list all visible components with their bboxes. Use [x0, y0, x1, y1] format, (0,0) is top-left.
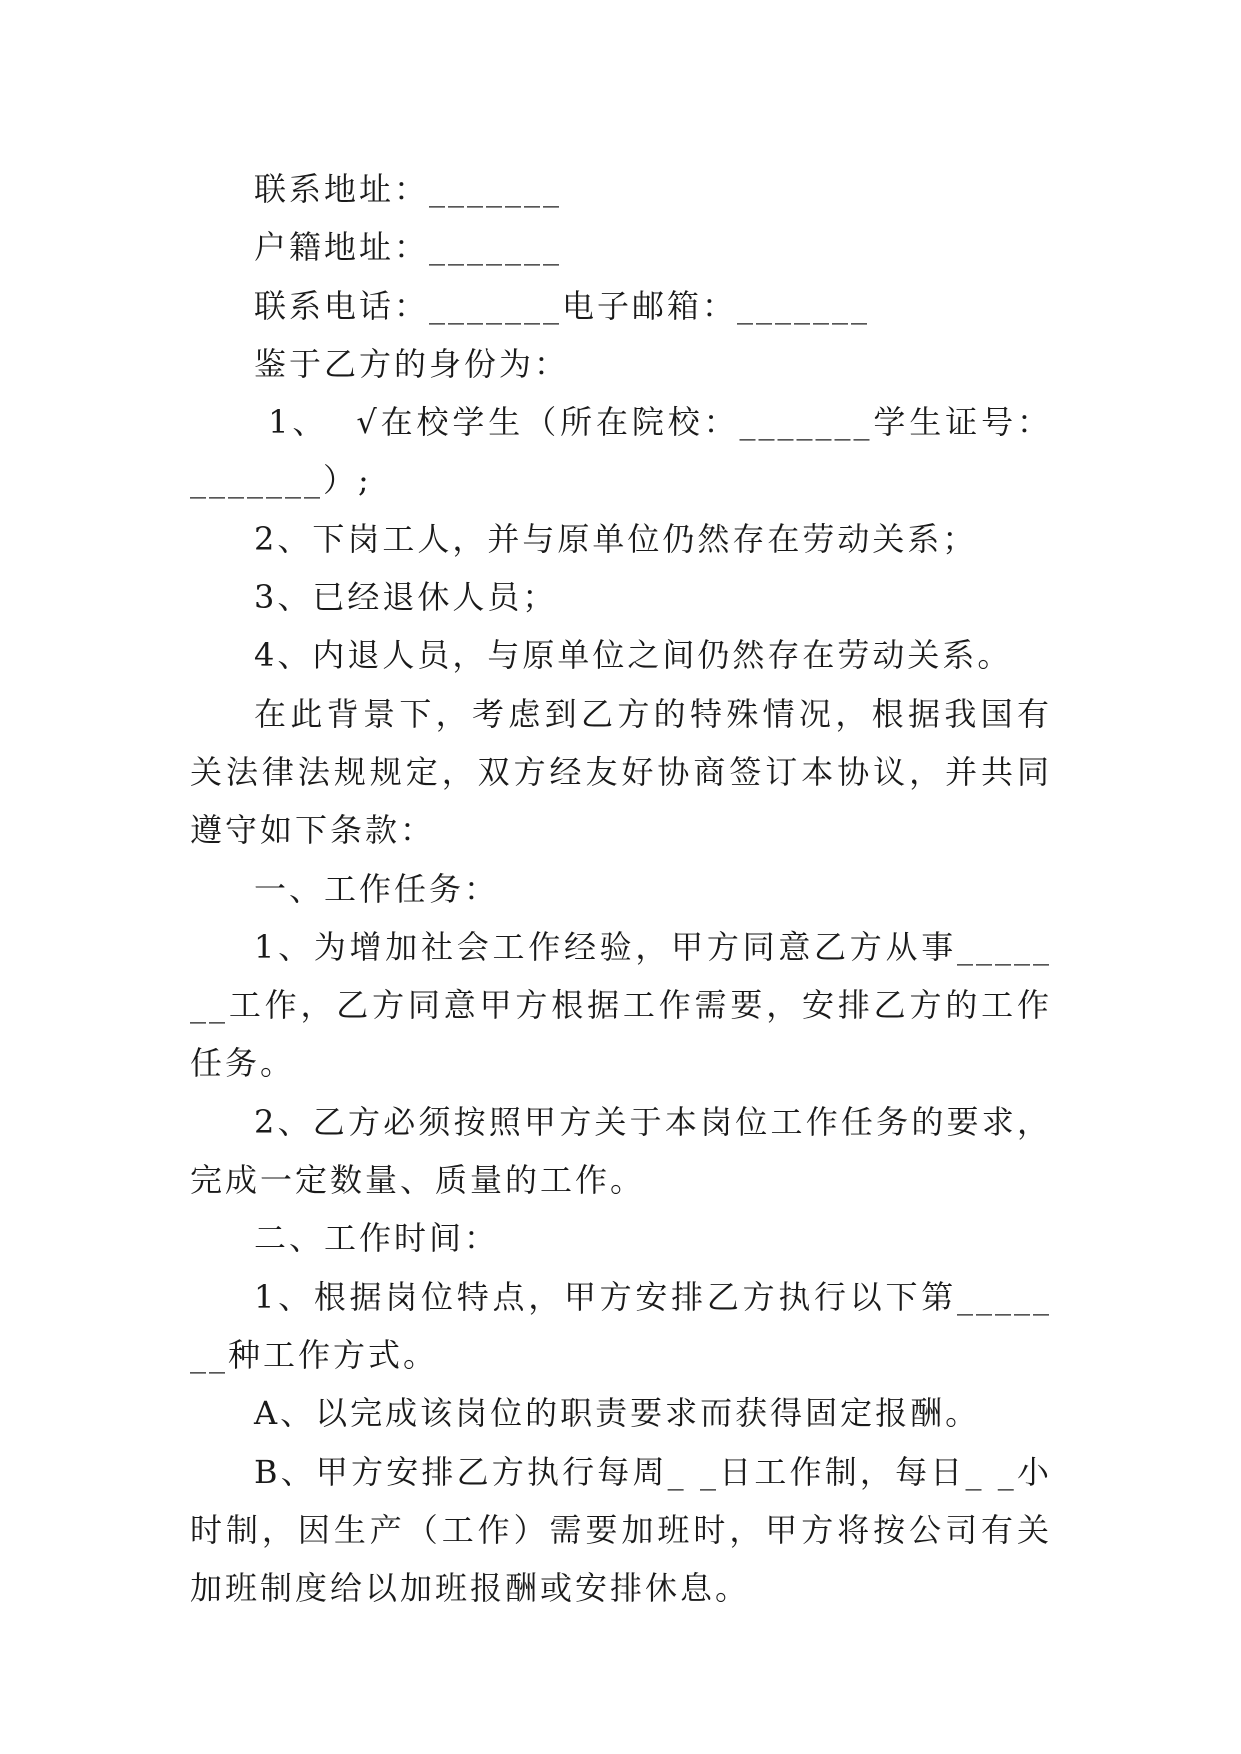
task-clause-1: 1、为增加社会工作经验，甲方同意乙方从事_______工作，乙方同意甲方根据工作需要，安排乙方的工作任务。	[190, 927, 1052, 1083]
hours-clause-1: 1、根据岗位特点，甲方安排乙方执行以下第_______种工作方式。	[190, 1277, 1052, 1374]
identity-option-internal-retired: 4、内退人员，与原单位之间仍然存在劳动关系。	[254, 636, 1013, 675]
hours-option-b: B、甲方安排乙方执行每周_ _日工作制，每日_ _小时制，因生产（工作）需要加班时，甲方将按公司有关加班制度给以加班报酬或安排休息。	[190, 1452, 1052, 1608]
task-clause-2: 2、乙方必须按照甲方关于本岗位工作任务的要求，完成一定数量、质量的工作。	[190, 1102, 1052, 1200]
household-address-line: 户籍地址：_______	[254, 228, 563, 267]
identity-intro: 鉴于乙方的身份为：	[254, 344, 570, 383]
document-body	[190, 160, 1052, 1617]
identity-option-student: 1、 √在校学生（所在院校：_______学生证号：_______）;	[190, 403, 1053, 500]
hours-option-a: A、以完成该岗位的职责要求而获得固定报酬。	[254, 1394, 981, 1433]
background-paragraph: 在此背景下，考虑到乙方的特殊情况，根据我国有关法律法规规定，双方经友好协商签订本协议，并共同遵守如下条款：	[190, 694, 1052, 850]
contact-address-line: 联系地址：_______	[254, 170, 563, 208]
identity-option-laid-off: 2、下岗工人，并与原单位仍然存在劳动关系；	[254, 519, 978, 558]
identity-option-retired: 3、已经退休人员；	[254, 578, 558, 617]
phone-email-line: 联系电话：_______电子邮箱：_______	[254, 286, 871, 325]
section-heading-tasks: 一、工作任务：	[254, 869, 500, 908]
section-heading-hours: 二、工作时间：	[254, 1219, 500, 1258]
